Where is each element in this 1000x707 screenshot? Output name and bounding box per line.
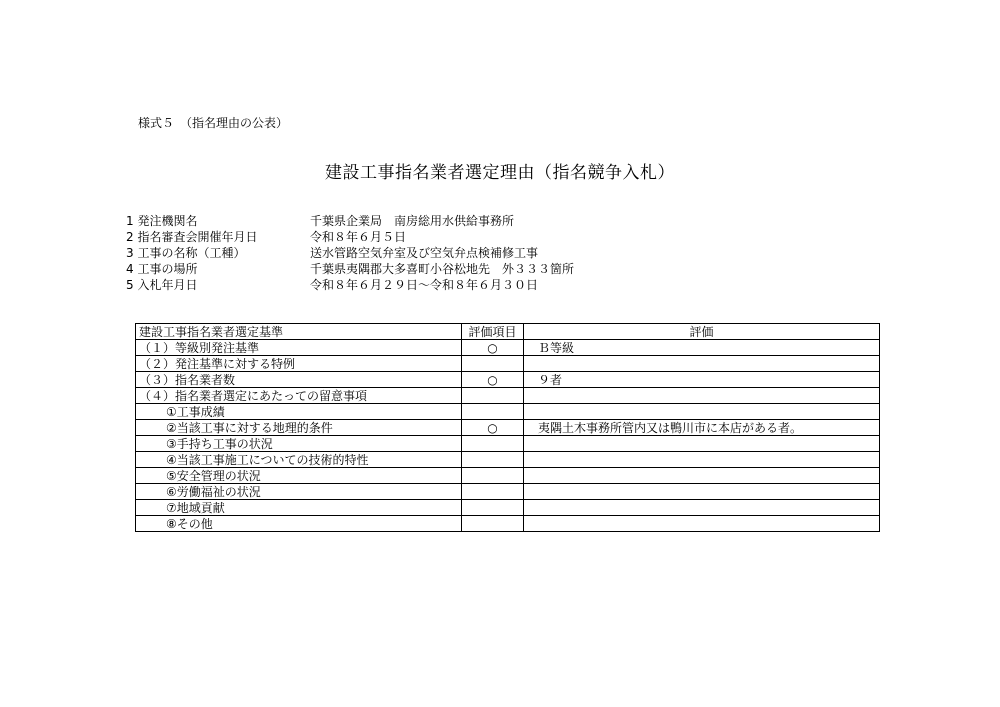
criterion-cell: （４）指名業者選定にあたっての留意事項	[136, 388, 462, 404]
evaluation-cell	[524, 468, 880, 484]
table-row	[136, 468, 880, 484]
info-key: 5 入札年月日	[126, 278, 198, 292]
mark-cell: ○	[462, 420, 524, 436]
info-list	[126, 213, 574, 293]
info-value: 千葉県企業局 南房総用水供給事務所	[310, 214, 515, 228]
criterion-cell: ④当該工事施工についての技術的特性	[136, 452, 462, 468]
info-row-work-name	[126, 245, 574, 261]
criterion-cell: （１）等級別発注基準	[136, 340, 462, 356]
evaluation-cell	[524, 516, 880, 532]
info-key: 3 工事の名称（工種）	[126, 246, 246, 260]
criterion-cell: ⑦地域貢献	[136, 500, 462, 516]
mark-cell: ○	[462, 340, 524, 356]
mark-cell	[462, 388, 524, 404]
mark-cell	[462, 356, 524, 372]
page-title: 建設工事指名業者選定理由（指名競争入札）	[325, 163, 675, 183]
evaluation-cell	[524, 404, 880, 420]
criterion-cell: （２）発注基準に対する特例	[136, 356, 462, 372]
info-value: 令和８年６月２９日～令和８年６月３０日	[310, 278, 539, 292]
evaluation-cell	[524, 436, 880, 452]
criteria-table	[135, 323, 880, 532]
criterion-cell: ①工事成績	[136, 404, 462, 420]
table-row	[136, 340, 880, 356]
info-value: 送水管路空気弁室及び空気弁点検補修工事	[310, 246, 539, 260]
mark-cell: ○	[462, 372, 524, 388]
info-row-work-location	[126, 261, 574, 277]
info-key: 1 発注機関名	[126, 214, 198, 228]
header-item: 評価項目	[462, 324, 524, 340]
info-row-review-date	[126, 229, 574, 245]
info-row-bid-date	[126, 277, 574, 293]
evaluation-cell: 夷隅土木事務所管内又は鴨川市に本店がある者。	[524, 420, 880, 436]
header-evaluation: 評価	[524, 324, 880, 340]
evaluation-cell	[524, 452, 880, 468]
criterion-cell: ⑥労働福祉の状況	[136, 484, 462, 500]
table-row	[136, 516, 880, 532]
mark-cell	[462, 468, 524, 484]
evaluation-cell: Ｂ等級	[524, 340, 880, 356]
criterion-cell: ②当該工事に対する地理的条件	[136, 420, 462, 436]
criterion-cell: ⑧その他	[136, 516, 462, 532]
info-value: 令和８年６月５日	[310, 230, 407, 244]
evaluation-cell: ９者	[524, 372, 880, 388]
form-label: 様式５ （指名理由の公表）	[138, 116, 289, 130]
mark-cell	[462, 436, 524, 452]
criterion-cell: （３）指名業者数	[136, 372, 462, 388]
mark-cell	[462, 484, 524, 500]
table-row	[136, 404, 880, 420]
evaluation-cell	[524, 388, 880, 404]
evaluation-cell	[524, 500, 880, 516]
mark-cell	[462, 404, 524, 420]
table-row	[136, 484, 880, 500]
table-row	[136, 356, 880, 372]
info-value: 千葉県夷隅郡大多喜町小谷松地先 外３３３箇所	[310, 262, 575, 276]
mark-cell	[462, 500, 524, 516]
table-row	[136, 452, 880, 468]
table-row	[136, 420, 880, 436]
evaluation-cell	[524, 356, 880, 372]
evaluation-cell	[524, 484, 880, 500]
table-row	[136, 500, 880, 516]
criterion-cell: ③手持ち工事の状況	[136, 436, 462, 452]
table-header-row	[136, 324, 880, 340]
table-row	[136, 388, 880, 404]
header-criteria: 建設工事指名業者選定基準	[136, 324, 462, 340]
mark-cell	[462, 516, 524, 532]
criterion-cell: ⑤安全管理の状況	[136, 468, 462, 484]
table-row	[136, 436, 880, 452]
table-row	[136, 372, 880, 388]
info-key: 4 工事の場所	[126, 262, 198, 276]
info-row-ordering-agency	[126, 213, 574, 229]
info-key: 2 指名審査会開催年月日	[126, 230, 258, 244]
mark-cell	[462, 452, 524, 468]
